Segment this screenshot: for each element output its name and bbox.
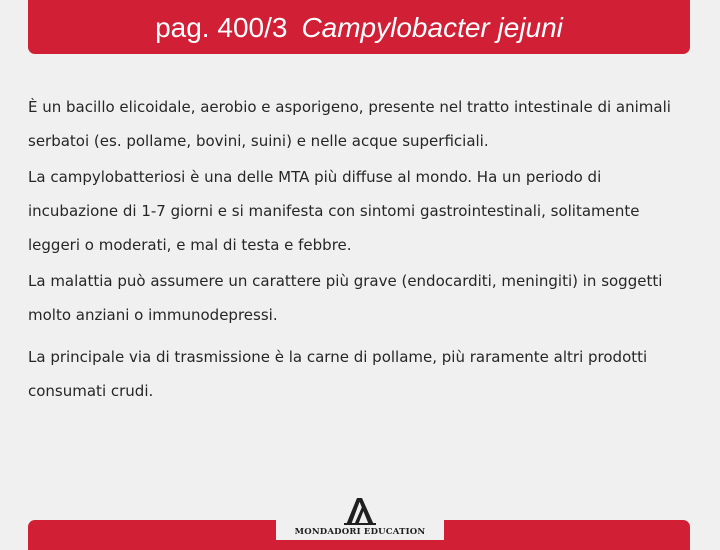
mondadori-rose-icon: [342, 496, 378, 526]
publisher-name: MONDADORI EDUCATION: [294, 527, 426, 537]
slide-title: Campylobacter jejuni: [301, 12, 563, 43]
paragraph-epidemiology: La campylobatteriosi è una delle MTA più diffuse al mondo. Ha un periodo di incubazione di 1-7 giorni e si manifesta con sintomi gastrointestinali, solitamente leggeri o moderati, e mal di testa e febbre.: [28, 168, 640, 254]
title-bar: [28, 0, 690, 54]
publisher-logo: [276, 492, 444, 540]
slide-body: [28, 90, 688, 408]
paragraph-severe-form: La malattia può assumere un carattere più grave (endocarditi, meningiti) in soggetti molto anziani o immunodepressi.: [28, 272, 663, 324]
paragraph-transmission: La principale via di trasmissione è la carne di pollame, più raramente altri prodotti consumati crudi.: [28, 348, 648, 400]
page-reference: pag. 400/3: [155, 12, 288, 43]
paragraph-description: È un bacillo elicoidale, aerobio e asporigeno, presente nel tratto intestinale di animali serbatoi (es. pollame, bovini, suini) e nelle acque superficiali.: [28, 98, 671, 150]
